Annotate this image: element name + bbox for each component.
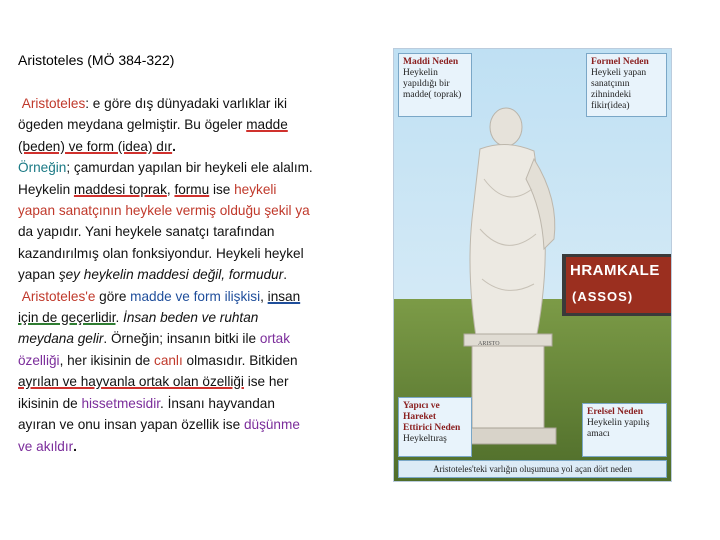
callout-body: Heykeltıraş [403,434,447,444]
text-line: yapan sanatçının heykele vermiş olduğu şekil ya [18,203,310,219]
text-span: ikisinin de [18,395,82,411]
term-ornegin: Örneğin [18,160,67,176]
text-line [18,136,383,157]
term-sey-heykelin: şey heykelin maddesi değil, formudur [58,267,284,283]
callout-heading: Yapıcı ve Hareket Ettirici Neden [403,401,461,433]
sign-line1: HRAMKALE [570,262,660,279]
text-line [18,157,383,178]
text-span: ; çamurdan yapılan bir heykeli ele alalım. [66,160,313,176]
text-span: , her ikisinin de [59,352,155,368]
text-line: kazandırılmış olan fonksiyondur. Heykeli heykel [18,245,304,261]
term-canli: canlı [154,352,183,368]
term-hissetmesidir: hissetmesidir [81,395,161,411]
statue-head [490,108,522,146]
text-span: . İnsanı hayvandan [160,395,275,411]
text-span: , [166,181,175,197]
text-line [18,179,383,200]
term-insan: insan [267,288,301,304]
pedestal-base [460,428,556,444]
text-line [18,328,383,349]
callout-yapici-neden [398,397,472,457]
callout-heading: Maddi Neden [403,57,459,67]
text-line [18,414,383,435]
text-span: yapan [18,267,59,283]
text-line [18,264,383,285]
text-line [18,350,383,371]
text-span: ayıran ve onu insan yapan özellik ise [18,417,244,433]
text-span: , [260,288,268,304]
pedestal-inscription: ARISTO [478,341,500,347]
text-span: . [115,310,124,326]
text-line [18,371,383,392]
body-text [18,93,383,457]
term-ortak: ortak [259,331,291,347]
text-line [18,393,383,414]
term-aristoteles: Aristoteles [21,96,86,111]
aristotle-statue-figure [393,48,672,482]
text-line [18,114,383,135]
figure-caption: Aristoteles'teki varlığın oluşumuna yol açan dört neden [398,460,667,478]
text-span: . [283,267,288,283]
text-line [18,286,383,307]
term-formu: formu [174,181,210,197]
term-madde: madde [246,117,288,133]
text-line [18,436,383,457]
term-akil: ve akıldır [18,438,74,454]
term-insan-beden-ruh: İnsan beden ve ruhtan [123,310,259,326]
term-beden-form: (beden) ve form (idea) dır [18,138,173,154]
text-span: göre [95,288,131,304]
text-line: da yapıdır. Yani heykele sanatçı tarafından [18,224,275,240]
term-aristotelese: Aristoteles'e [21,288,96,304]
callout-maddi-neden [398,53,472,117]
term-madde-form-iliskisi: madde ve form ilişkisi [130,288,261,304]
text-span: olmasıdır. Bitkiden [182,352,298,368]
term-maddesi-toprak: maddesi toprak [73,181,167,197]
text-line [18,93,383,114]
text-span: ise her [243,374,289,390]
text-span: Heykelin [18,181,74,197]
callout-erelsel-neden [582,403,667,457]
text-span: : e göre dış dünyadaki varlıklar iki [85,96,287,111]
term-dusunme: düşünme [243,417,300,433]
term-icin-de-gecerlidir: için de geçerlidir [18,310,116,326]
callout-heading: Erelsel Neden [587,407,644,417]
assos-sign [566,257,671,313]
text-span: ögeden meydana gelmiştir. Bu ögeler [18,117,247,133]
callout-body: Heykeli yapan sanatçının zihnindeki fikir(idea) [591,68,647,111]
sign-line2: (ASSOS) [572,289,634,304]
page-title: Aristoteles (MÖ 384-322) [18,52,175,68]
term-meydana-gelir: meydana gelir [18,331,104,347]
pedestal-block [472,346,544,428]
callout-heading: Formel Neden [591,57,649,67]
text-span: ise [209,181,235,197]
callout-formel-neden [586,53,667,117]
text-span: . [172,138,176,154]
text-line [18,307,383,328]
text-span: . Örneğin; insanın bitki ile [103,331,260,347]
term-ozelligi: özelliği [18,352,60,368]
text-span: . [73,438,77,454]
callout-body: Heykelin yapılış amacı [587,418,650,439]
term-heykeli: heykeli [234,181,277,197]
term-ortak-ozellik: ayrılan ve hayvanla ortak olan özelliği [18,374,244,390]
callout-body: Heykelin yapıldığı bir madde( toprak) [403,68,462,100]
